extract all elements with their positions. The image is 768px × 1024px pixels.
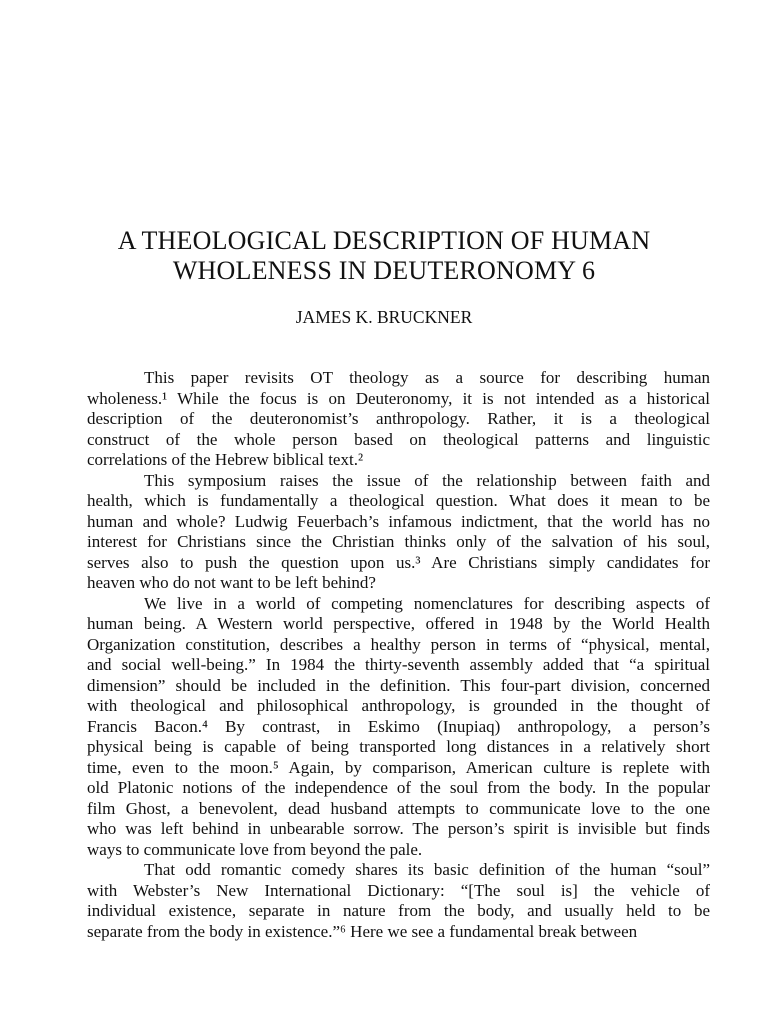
title-line-2: WHOLENESS IN DEUTERONOMY 6 (172, 256, 596, 285)
text-line: This paper revisits OT theology as a source for describing human (144, 368, 710, 387)
text-line: health, which is fundamentally a theological question. What does it mean to be (87, 491, 710, 510)
text-line: wholeness.¹ While the focus is on Deuteronomy, it is not intended as a historical (87, 388, 710, 408)
text-line: and social well-being.” In 1984 the thirty-seventh assembly added that “a spiritual (87, 655, 710, 674)
text-line: physical being is capable of being transported long distances in a relatively short (87, 737, 710, 756)
text-line: human and whole? Ludwig Feuerbach’s infamous indictment, that the world has no (87, 511, 710, 531)
text-line: serves also to push the question upon us.³ Are Christians simply candidates for (87, 552, 710, 572)
text-line: interest for Christians since the Christian thinks only of the salvation of his soul, (87, 532, 710, 551)
text-line: Francis Bacon.⁴ By contrast, in Eskimo (Inupiaq) anthropology, a person’s (87, 716, 710, 736)
text-line: film Ghost, a benevolent, dead husband attempts to communicate love to the one (87, 798, 710, 818)
text-line: That odd romantic comedy shares its basic definition of the human “soul” (144, 860, 710, 879)
body-paragraph (87, 471, 710, 594)
title-line-1: A THEOLOGICAL DESCRIPTION OF HUMAN (117, 226, 651, 255)
author-name: JAMES K. BRUCKNER (295, 307, 473, 327)
text-line: description of the deuteronomist’s anthropology. Rather, it is a theological (87, 409, 710, 428)
text-line: This symposium raises the issue of the relationship between faith and (144, 470, 710, 490)
text-line: ways to communicate love from beyond the pale. (87, 839, 423, 859)
text-line: who was left behind in unbearable sorrow. The person’s spirit is invisible but finds (87, 819, 710, 838)
body-paragraph (87, 860, 710, 942)
text-line: time, even to the moon.⁵ Again, by comparison, American culture is replete with (87, 757, 710, 777)
text-line: correlations of the Hebrew biblical text.² (87, 450, 364, 469)
body-paragraph (87, 368, 710, 471)
text-line: old Platonic notions of the independence of the soul from the body. In the popular (87, 778, 710, 797)
text-line: dimension” should be included in the definition. This four-part division, concerned (87, 675, 710, 695)
text-line: We live in a world of competing nomenclatures for describing aspects of (144, 593, 710, 613)
text-line: human being. A Western world perspective, offered in 1948 by the World Health (87, 614, 710, 633)
text-line: with theological and philosophical anthropology, is grounded in the thought of (87, 696, 710, 715)
text-line: separate from the body in existence.”⁶ Here we see a fundamental break between (87, 921, 638, 941)
text-line: with Webster’s New International Dictionary: “[The soul is] the vehicle of (87, 880, 710, 900)
text-line: heaven who do not want to be left behind? (87, 573, 376, 592)
body-paragraph (87, 594, 710, 861)
text-line: construct of the whole person based on theological patterns and linguistic (87, 429, 710, 449)
article-title (0, 226, 768, 286)
text-line: Organization constitution, describes a healthy person in terms of “physical, mental, (87, 634, 710, 654)
article-body (87, 368, 710, 942)
text-line: individual existence, separate in nature from the body, and usually held to be (87, 901, 710, 920)
